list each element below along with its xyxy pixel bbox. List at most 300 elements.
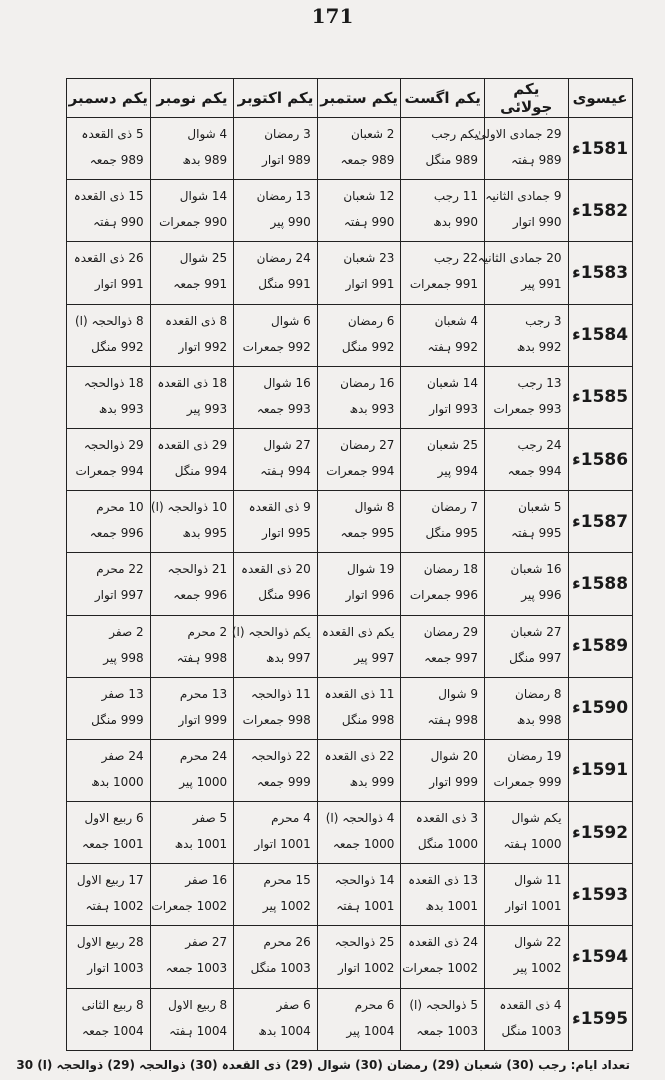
table-row [67,988,633,1050]
date-cell [67,491,151,553]
date-cell [484,180,568,242]
hijri-year-weekday: 995 بدھ [182,526,228,541]
month-header: یکم نومبر [150,79,234,118]
month-header: یکم اکتوبر [234,79,318,118]
date-cell [150,304,234,366]
hijri-year-weekday: 990 بدھ [433,215,478,230]
date-cell [484,428,568,490]
date-cell [150,553,234,615]
hijri-year-weekday: 1000 منگل [417,837,478,852]
hijri-year-weekday: 994 ہفتہ [260,463,311,478]
year-cell: 1588ء [568,553,632,615]
hijri-date: 24 رمضان [256,251,311,266]
hijri-date: 29 ذی القعدہ [157,437,228,452]
hijri-year-weekday: 998 ہفتہ [176,650,228,665]
date-cell [401,615,485,677]
hijri-year-weekday: 998 بدھ [516,712,562,727]
table-row [67,242,633,304]
hijri-date: 23 شعبان [343,251,395,266]
hijri-date: 27 صفر [185,935,228,950]
hijri-date: 11 ذوالحجہ [251,686,311,701]
date-cell [401,118,485,180]
hijri-year-weekday: 995 اتوار [262,526,311,541]
hijri-year-weekday: 997 منگل [509,650,562,665]
hijri-date: 3 ذی القعدہ [415,811,478,826]
date-cell [317,677,401,739]
date-cell [67,553,151,615]
hijri-year-weekday: 995 منگل [425,526,478,541]
hijri-year-weekday: 1000 پیر [179,774,228,789]
date-cell [150,180,234,242]
hijri-date: 5 شعبان [518,500,562,515]
hijri-year-weekday: 1002 جمعرات [402,961,478,976]
hijri-date: 24 رجب [517,437,562,452]
hijri-year-weekday: 990 ہفتہ [93,215,144,230]
hijri-year-weekday: 995 جمعہ [340,526,395,541]
hijri-date: 22 ذوالحجہ [251,748,311,763]
date-cell [234,428,318,490]
date-cell [150,739,234,801]
hijri-date: 29 رمضان [423,624,478,639]
hijri-date: 6 صفر [276,997,311,1012]
date-cell [234,491,318,553]
table-row [67,926,633,988]
hijri-year-weekday: 992 ہفتہ [427,339,478,354]
date-cell [150,677,234,739]
date-cell [67,864,151,926]
date-cell [67,118,151,180]
hijri-year-weekday: 1002 اتوار [338,961,395,976]
hijri-year-weekday: 991 اتوار [94,277,144,292]
year-cell: 1585ء [568,366,632,428]
date-cell [401,428,485,490]
hijri-date: 20 شوال [430,748,478,763]
hijri-year-weekday: 997 پیر [354,650,395,665]
hijri-date: 13 ذی القعدہ [408,873,478,888]
hijri-year-weekday: 991 اتوار [345,277,395,292]
hijri-year-weekday: 996 پیر [521,588,562,603]
hijri-date: 6 شوال [271,313,311,328]
hijri-year-weekday: 989 بدھ [182,153,228,167]
table-row [67,864,633,926]
hijri-year-weekday: 999 منگل [91,712,144,727]
hijri-year-weekday: 996 اتوار [345,588,395,603]
hijri-date: 4 محرم [271,811,311,826]
hijri-year-weekday: 1004 پیر [346,1023,395,1038]
table-row [67,615,633,677]
date-cell [484,677,568,739]
date-cell [477,242,568,304]
hijri-year-weekday: 991 پیر [521,277,562,292]
year-cell: 1581ء [568,118,632,180]
hijri-date: 8 ربیع الاول [168,997,228,1012]
page-number: 171 [311,4,354,28]
hijri-date: 19 شوال [346,562,395,577]
hijri-date: 15 ذی القعدہ [73,189,144,204]
hijri-date: 29 ذوالحجہ [83,437,144,452]
hijri-year-weekday: 999 بدھ [349,774,395,789]
date-cell [317,739,401,801]
hijri-date: یکم ذوالحجہ (ا) [231,624,311,639]
year-cell: 1589ء [568,615,632,677]
date-cell [484,553,568,615]
hijri-year-weekday: 993 جمعہ [256,401,311,416]
hijri-date: 9 ذی القعدہ [248,500,311,515]
date-cell [484,802,568,864]
hijri-year-weekday: 1003 جمعہ [165,961,228,976]
hijri-year-weekday: 1001 جمعہ [82,837,144,852]
hijri-date: 27 شعبان [510,624,562,639]
hijri-date: 4 ذوالحجہ (ا) [325,811,395,826]
hijri-year-weekday: 999 اتوار [178,712,228,727]
hijri-date: 8 ذی القعدہ [165,313,228,328]
date-cell [67,428,151,490]
hijri-year-weekday: 1001 اتوار [254,837,311,852]
date-cell [317,304,401,366]
table-row [67,180,633,242]
hijri-date: 22 ذی القعدہ [324,748,395,763]
hijri-year-weekday: 996 جمعرات [409,588,478,603]
hijri-year-weekday: 989 اتوار [262,153,311,167]
hijri-date: 9 جمادی الثانیہ [485,189,562,204]
hijri-date: 18 رمضان [423,562,478,577]
hijri-year-weekday: 993 جمعرات [493,401,562,416]
date-cell [231,615,318,677]
hijri-date: 13 رجب [517,375,562,390]
hijri-year-weekday: 993 پیر [186,401,228,416]
hijri-date: 29 جمادی الاولیٰ [476,127,562,141]
date-cell [317,491,401,553]
hijri-year-weekday: 1001 ہفتہ [336,899,395,914]
date-cell [476,118,568,180]
date-cell [484,366,568,428]
date-cell [401,366,485,428]
date-cell [484,615,568,677]
table-row [67,428,633,490]
hijri-year-weekday: 992 اتوار [178,339,228,354]
year-cell: 1590ء [568,677,632,739]
date-cell [317,802,401,864]
date-cell [484,864,568,926]
date-cell [401,304,485,366]
hijri-date: 5 ذی القعدہ [81,127,144,141]
hijri-year-weekday: 1001 اتوار [505,899,562,914]
date-cell [234,304,318,366]
month-header: یکم جولائی [484,79,568,118]
hijri-year-weekday: 993 بدھ [98,401,144,416]
table-row [67,677,633,739]
date-cell [150,242,234,304]
hijri-date: 22 شوال [514,935,562,950]
hijri-year-weekday: 989 ہفتہ [511,153,562,167]
date-cell [67,926,151,988]
hijri-year-weekday: 989 منگل [425,153,478,167]
hijri-date: 6 رمضان [347,313,395,328]
date-cell [67,304,151,366]
hijri-date: 19 رمضان [507,748,562,763]
date-cell [317,428,401,490]
hijri-year-weekday: 994 منگل [174,463,228,478]
hijri-date: 10 محرم [96,500,144,515]
hijri-year-weekday: 991 جمعہ [173,277,228,292]
hijri-year-weekday: 1004 ہفتہ [169,1023,228,1038]
date-cell [317,615,401,677]
hijri-date: 16 شعبان [510,562,562,577]
hijri-year-weekday: 990 ہفتہ [343,215,395,230]
date-cell [401,988,485,1050]
table-row [67,553,633,615]
hijri-date: 18 ذوالحجہ [83,375,144,390]
hijri-date: 26 ذی القعدہ [73,251,144,266]
hijri-date: 11 رجب [433,189,478,204]
hijri-year-weekday: 990 پیر [270,215,311,230]
hijri-date: 16 شوال [263,375,311,390]
hijri-calendar-table [66,78,633,1051]
table-row [67,366,633,428]
hijri-date: 2 صفر [109,624,144,639]
hijri-date: 25 شعبان [426,437,478,452]
hijri-date: 25 شوال [179,251,228,266]
date-cell [67,739,151,801]
hijri-year-weekday: 996 منگل [258,588,311,603]
year-cell: 1595ء [568,988,632,1050]
hijri-year-weekday: 995 ہفتہ [511,526,562,541]
date-cell [317,242,401,304]
hijri-year-weekday: 1003 اتوار [87,961,144,976]
date-cell [234,739,318,801]
table-row [67,802,633,864]
date-cell [234,553,318,615]
hijri-year-weekday: 999 اتوار [429,774,478,789]
hijri-date: 5 صفر [192,811,228,826]
date-cell [67,988,151,1050]
date-cell [234,677,318,739]
date-cell [401,864,485,926]
hijri-date: 4 شعبان [434,313,478,328]
date-cell [67,366,151,428]
hijri-date: 14 شوال [179,189,228,204]
hijri-date: 16 صفر [185,873,228,888]
hijri-year-weekday: 994 جمعہ [507,463,562,478]
hijri-date: 8 شوال [354,500,395,515]
hijri-year-weekday: 1003 منگل [501,1023,562,1038]
hijri-date: 17 ربیع الاول [76,873,144,888]
hijri-year-weekday: 994 جمعرات [326,463,395,478]
hijri-date: 27 رمضان [340,437,395,452]
date-cell [67,242,151,304]
hijri-date: 25 ذوالحجہ [334,935,395,950]
hijri-date: 24 ذی القعدہ [408,935,478,950]
hijri-year-weekday: 990 اتوار [512,215,562,230]
date-cell [150,491,234,553]
hijri-date: 15 محرم [263,873,311,888]
hijri-year-weekday: 997 جمعہ [424,650,478,665]
hijri-year-weekday: 998 ہفتہ [427,712,478,727]
hijri-year-weekday: 992 جمعرات [242,339,311,354]
hijri-date: یکم شوال [511,811,562,826]
date-cell [150,428,234,490]
date-cell [317,366,401,428]
hijri-year-weekday: 989 جمعہ [340,153,395,167]
hijri-year-weekday: 1003 جمعہ [416,1023,478,1038]
hijri-year-weekday: 1002 پیر [262,899,311,914]
hijri-date: 7 رمضان [431,500,478,515]
date-cell [401,242,485,304]
hijri-date: 2 شعبان [350,127,395,141]
hijri-year-weekday: 993 اتوار [429,401,478,416]
date-cell [67,802,151,864]
hijri-date: 13 رمضان [256,189,311,204]
hijri-date: 16 رمضان [340,375,395,390]
hijri-date: 26 محرم [263,935,311,950]
hijri-date: 9 شوال [438,686,478,701]
hijri-date: 28 ربیع الاول [76,935,144,950]
hijri-date: 2 محرم [187,624,228,639]
hijri-year-weekday: 992 منگل [341,339,395,354]
date-cell [150,118,234,180]
year-cell: 1594ء [568,926,632,988]
hijri-year-weekday: 998 منگل [341,712,395,727]
date-cell [401,491,485,553]
hijri-date: 6 محرم [354,997,395,1012]
table-row [67,739,633,801]
date-cell [317,926,401,988]
date-cell [234,242,318,304]
hijri-year-weekday: 997 اتوار [94,588,144,603]
date-cell [67,677,151,739]
date-cell [234,118,318,180]
hijri-date: 3 رجب [525,313,562,328]
hijri-date: 24 صفر [101,748,144,763]
date-cell [234,926,318,988]
date-cell [484,926,568,988]
date-cell [484,491,568,553]
date-cell [401,802,485,864]
hijri-date: 8 ذوالحجہ (ا) [74,313,144,328]
hijri-year-weekday: 1004 جمعہ [82,1023,144,1038]
hijri-year-weekday: 999 جمعرات [493,774,562,789]
month-header: یکم اگست [401,79,485,118]
date-cell [317,553,401,615]
hijri-year-weekday: 1001 بدھ [425,899,478,914]
hijri-date: 14 شعبان [426,375,478,390]
hijri-date: 20 جمادی الثانیہ [477,251,562,266]
date-cell [401,739,485,801]
date-cell [234,180,318,242]
hijri-date: 21 ذوالحجہ [167,562,228,577]
table-row [67,304,633,366]
hijri-date: 3 رمضان [264,127,311,141]
hijri-date: 13 صفر [101,686,144,701]
date-cell [150,366,234,428]
date-cell [317,180,401,242]
hijri-date: 20 ذی القعدہ [240,562,311,577]
hijri-year-weekday: 991 جمعرات [409,277,478,292]
date-cell [484,304,568,366]
year-cell: 1587ء [568,491,632,553]
hijri-year-weekday: 994 جمعرات [75,463,144,478]
hijri-date: 8 رمضان [515,686,562,701]
hijri-date: 5 ذوالحجہ (ا) [409,997,478,1012]
hijri-year-weekday: 1002 ہفتہ [85,899,144,914]
date-cell [401,553,485,615]
hijri-year-weekday: 996 جمعہ [89,526,144,541]
date-cell [401,677,485,739]
date-cell [484,988,568,1050]
hijri-date: 4 شوال [187,127,228,141]
year-cell: 1583ء [568,242,632,304]
hijri-date: 11 ذی القعدہ [324,686,395,701]
date-cell [150,802,234,864]
year-cell: 1582ء [568,180,632,242]
hijri-date: 12 شعبان [343,189,395,204]
hijri-date: 10 ذوالحجہ (ا) [150,500,228,515]
hijri-year-weekday: 998 جمعرات [242,712,311,727]
header-row [67,79,633,118]
hijri-date: یکم ذی القعدہ [321,624,395,639]
date-cell [401,180,485,242]
date-cell [150,988,234,1050]
month-header: یکم دسمبر [67,79,151,118]
date-cell [484,739,568,801]
hijri-year-weekday: 1000 بدھ [91,774,144,789]
hijri-year-weekday: 996 جمعہ [173,588,228,603]
hijri-date: 11 شوال [514,873,562,888]
date-cell [150,864,234,926]
hijri-date: 18 ذی القعدہ [157,375,228,390]
year-cell: 1584ء [568,304,632,366]
table-row [67,118,633,180]
hijri-year-weekday: 990 جمعرات [159,215,228,230]
year-cell: 1586ء [568,428,632,490]
hijri-year-weekday: 999 جمعہ [256,774,311,789]
year-header: عیسوی [568,79,632,118]
days-count-note: تعداد ایام: رجب (30) شعبان (29) رمضان (30) شوال (29) ذی القعدہ (30) ذوالحجہ (29) ذوالحجہ (ا) 30 [16,1058,630,1072]
hijri-date: 14 ذوالحجہ [334,873,395,888]
hijri-year-weekday: 1000 جمعہ [332,837,395,852]
hijri-date: 24 محرم [179,748,228,763]
year-cell: 1591ء [568,739,632,801]
table-row [67,491,633,553]
date-cell [67,180,151,242]
date-cell [234,864,318,926]
year-cell: 1593ء [568,864,632,926]
date-cell [150,615,234,677]
hijri-year-weekday: 993 بدھ [349,401,395,416]
hijri-year-weekday: 994 پیر [437,463,478,478]
hijri-date: یکم رجب [431,127,478,141]
hijri-year-weekday: 998 پیر [103,650,144,665]
hijri-date: 4 ذی القعدہ [499,997,562,1012]
date-cell [234,802,318,864]
hijri-date: 8 ربیع الثانی [81,997,144,1012]
date-cell [234,988,318,1050]
date-cell [317,118,401,180]
date-cell [67,615,151,677]
hijri-year-weekday: 1002 جمعرات [151,899,228,914]
date-cell [234,366,318,428]
hijri-date: 22 محرم [96,562,144,577]
hijri-year-weekday: 991 منگل [258,277,311,292]
hijri-year-weekday: 997 بدھ [266,650,311,665]
hijri-year-weekday: 1004 بدھ [258,1023,311,1038]
hijri-year-weekday: 1003 منگل [250,961,311,976]
hijri-date: 6 ربیع الاول [84,811,144,826]
date-cell [317,864,401,926]
year-cell: 1592ء [568,802,632,864]
date-cell [401,926,485,988]
date-cell [317,988,401,1050]
